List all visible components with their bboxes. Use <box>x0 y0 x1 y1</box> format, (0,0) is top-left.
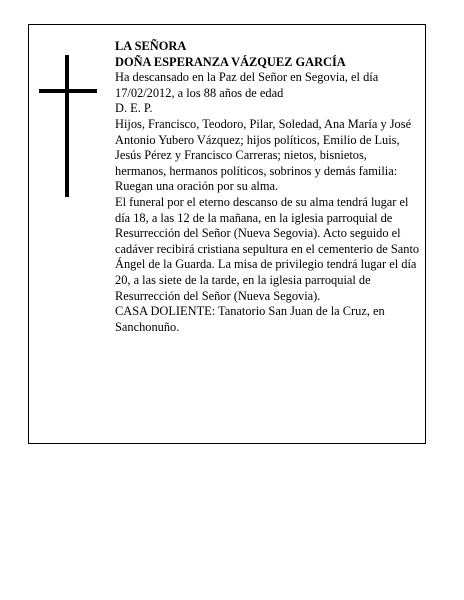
mourning-house: CASA DOLIENTE: Tanatorio San Juan de la Cruz, en Sanchonuño. <box>115 304 385 334</box>
deceased-name: DOÑA ESPERANZA VÁZQUEZ GARCÍA <box>115 54 346 69</box>
family-list: Hijos, Francisco, Teodoro, Pilar, Soledad, Ana María y José Antonio Yubero Vázquez; hijos políticos, Emilio de Luis, Jesús Pérez y Francisco Carreras; nietos, bisnietos, hermanos, hermanos políticos, sobrinos y demás familia: <box>115 116 412 178</box>
prayer-request: Ruegan una oración por su alma. <box>115 179 279 194</box>
cross-vertical-bar <box>65 55 69 197</box>
cross-icon <box>39 55 97 197</box>
cross-horizontal-bar <box>39 89 97 93</box>
notice-title-line1: LA SEÑORA <box>115 39 187 53</box>
notice-text <box>115 39 421 335</box>
funeral-details: El funeral por el eterno descanso de su alma tendrá lugar el día 18, a las 12 de la mañana, en la iglesia parroquial de Resurrección del Señor (Nueva Segovia). Acto seguido el cadáver recibirá cristiana sepultura en el cementerio de Santo Ángel de la Guarda. La misa de privilegio tendrá lugar el día 20, a las siete de la tarde, en la iglesia parroquial de Resurrección del Señor (Nueva Segovia). <box>115 194 420 303</box>
obituary-notice <box>28 24 426 444</box>
rest-in-peace: D. E. P. <box>115 101 153 116</box>
death-announcement: Ha descansado en la Paz del Señor en Segovia, el día 17/02/2012, a los 88 años de edad <box>115 70 379 100</box>
